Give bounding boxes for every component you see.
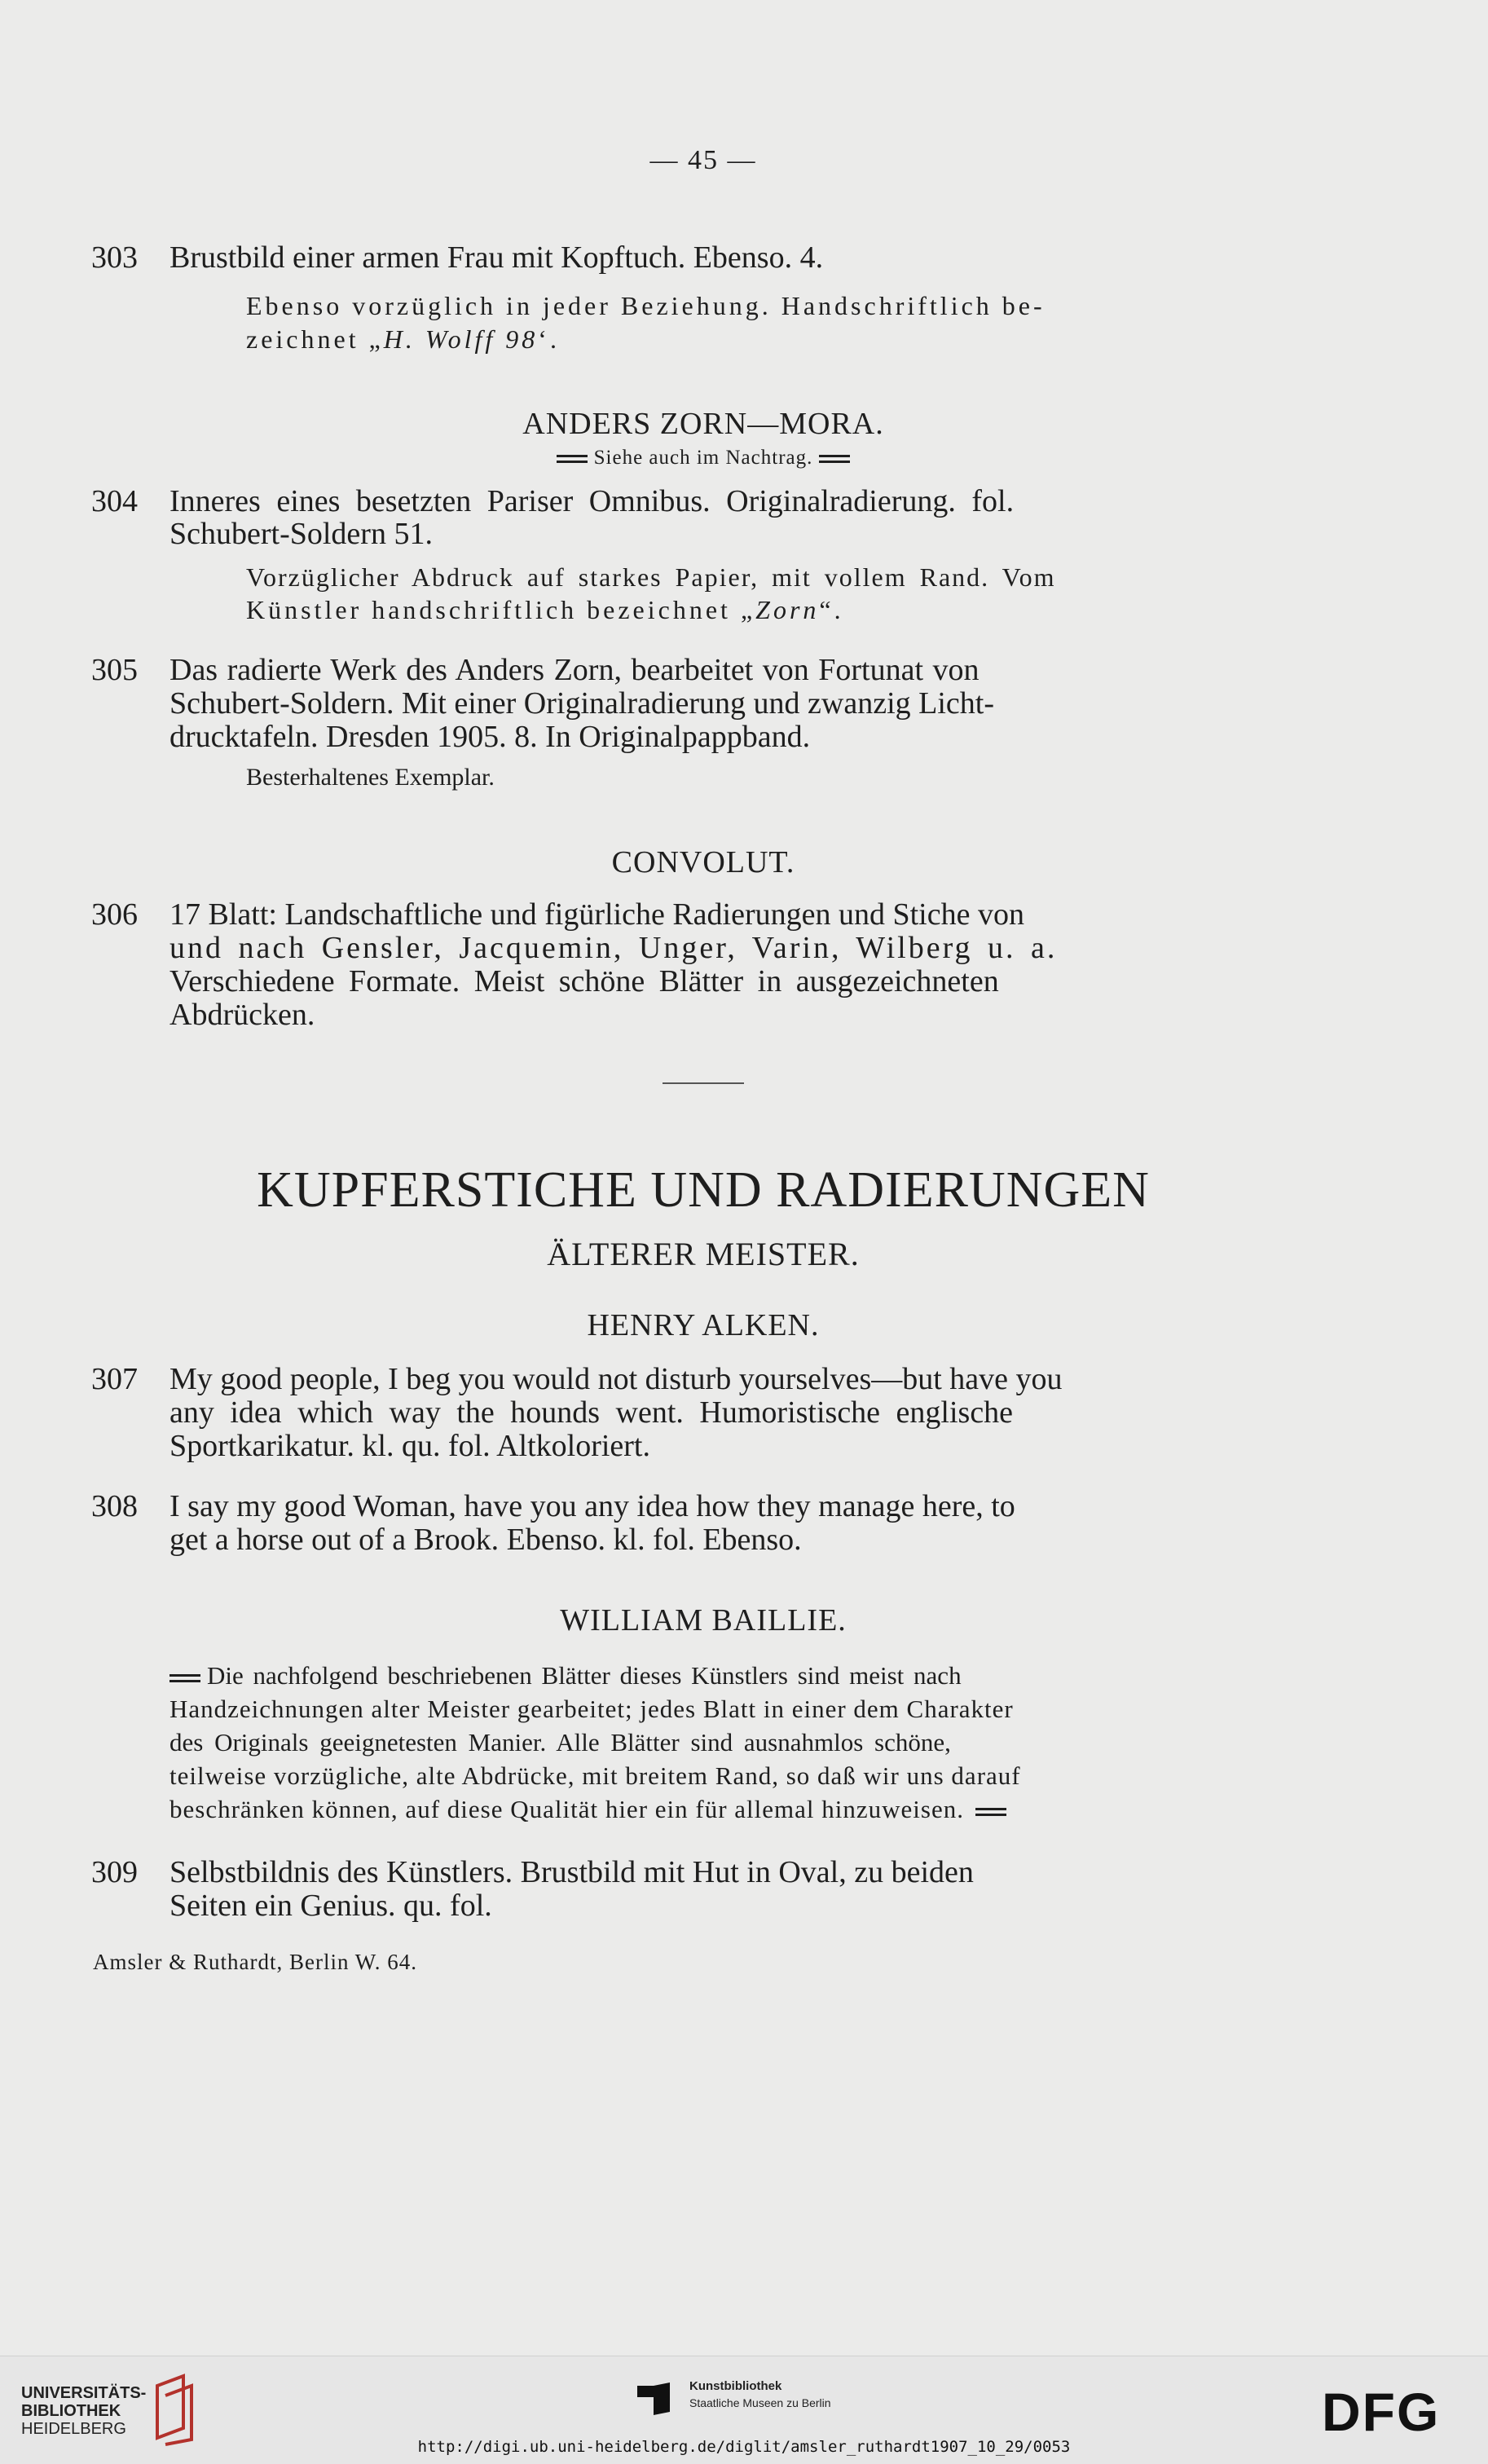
lot-304-signature: Zorn [755, 595, 820, 624]
lot-305-title-line3: drucktafeln. Dresden 1905. 8. In Originalpappband. [169, 720, 811, 754]
double-rule-icon [557, 453, 588, 465]
lot-number-305: 305 [91, 653, 138, 687]
lot-number-308: 308 [91, 1489, 138, 1523]
kunstbibliothek-logo-icon [634, 2379, 675, 2418]
heading-convolut: CONVOLUT. [611, 845, 795, 879]
page-number: — 45 — [649, 145, 757, 175]
viewer-footer [0, 2356, 1488, 2464]
lot-305-title-line2: Schubert-Soldern. Mit einer Originalradierung und zwanzig Licht- [169, 686, 994, 721]
lot-308-title-line1: I say my good Woman, have you any idea how they manage here, to [169, 1489, 1015, 1523]
lot-309-title-line1: Selbstbildnis des Künstlers. Brustbild mit Hut in Oval, zu beiden [169, 1855, 974, 1889]
section-divider [663, 1082, 744, 1084]
double-rule-icon [169, 1673, 200, 1684]
lot-303-signature: H. Wolff 98 [383, 324, 539, 354]
dfg-logo: DFG [1322, 2382, 1441, 2442]
lot-303-note-line2: zeichnet „H. Wolff 98‘. [246, 324, 560, 354]
lot-305-note: Besterhaltenes Exemplar. [246, 764, 495, 791]
lot-number-304: 304 [91, 484, 138, 518]
section-subtitle: ÄLTERER MEISTER. [547, 1236, 860, 1272]
lot-304-note-line1: Vorzüglicher Abdruck auf starkes Papier, mit vollem Rand. Vom [246, 562, 1056, 592]
lot-308-title-line2: get a horse out of a Brook. Ebenso. kl. fol. Ebenso. [169, 1523, 802, 1557]
section-title: KUPFERSTICHE UND RADIERUNGEN [257, 1162, 1150, 1218]
lot-306-title-line4: Abdrücken. [169, 998, 315, 1032]
lot-306-title-line1: 17 Blatt: Landschaftliche und figürliche Radierungen und Stiche von [169, 897, 1024, 932]
lot-307-title-line3: Sportkarikatur. kl. qu. fol. Altkoloriert. [169, 1429, 650, 1463]
lot-number-306: 306 [91, 897, 138, 932]
kunstbibliothek-label: Kunstbibliothek Staatliche Museen zu Berlin [689, 2379, 831, 2409]
heading-anders-zorn: ANDERS ZORN—MORA. [522, 407, 884, 441]
lot-304-title-line2: Schubert-Soldern 51. [169, 517, 433, 551]
lot-304-note-line2: Künstler handschriftlich bezeichnet „Zorn“. [246, 595, 844, 624]
baillie-note-line5: beschränken können, auf diese Qualität hier ein für allemal hinzuweisen. [169, 1795, 1013, 1824]
double-rule-icon [819, 453, 850, 465]
university-logo-icon [151, 2371, 203, 2446]
heading-william-baillie: WILLIAM BAILLIE. [560, 1603, 847, 1638]
lot-309-title-line2: Seiten ein Genius. qu. fol. [169, 1889, 492, 1923]
lot-305-title-line1: Das radierte Werk des Anders Zorn, bearbeitet von Fortunat von [169, 653, 980, 687]
baillie-note-line1: Die nachfolgend beschriebenen Blätter dieses Künstlers sind meist nach [169, 1661, 962, 1690]
lot-304-title-line1: Inneres eines besetzten Pariser Omnibus. Originalradierung. fol. [169, 484, 1015, 518]
baillie-note-line3: des Originals geeignetesten Manier. Alle Blätter sind ausnahmlos schöne, [169, 1728, 951, 1757]
lot-307-title-line2: any idea which way the hounds went. Humoristische englische [169, 1395, 1014, 1430]
lot-number-307: 307 [91, 1362, 138, 1396]
lot-307-title-line1: My good people, I beg you would not disturb yourselves—but have you [169, 1362, 1063, 1396]
permalink-url[interactable]: http://digi.ub.uni-heidelberg.de/diglit/amsler_ruthardt1907_10_29/0053 [417, 2438, 1071, 2456]
baillie-note-line4: teilweise vorzügliche, alte Abdrücke, mit breitem Rand, so daß wir uns darauf [169, 1761, 1021, 1790]
lot-number-309: 309 [91, 1855, 138, 1889]
university-library-label: UNIVERSITÄTS- BIBLIOTHEK HEIDELBERG [21, 2384, 147, 2438]
double-rule-icon [975, 1806, 1006, 1818]
printer-imprint: Amsler & Ruthardt, Berlin W. 64. [93, 1950, 417, 1974]
heading-henry-alken: HENRY ALKEN. [587, 1308, 820, 1342]
see-also-note: Siehe auch im Nachtrag. [0, 447, 1407, 469]
lot-306-title-line3: Verschiedene Formate. Meist schöne Blätter in ausgezeichneten [169, 964, 999, 998]
lot-306-title-line2: und nach Gensler, Jacquemin, Unger, Varin, Wilberg u. a. [169, 931, 1058, 965]
lot-303-note-line1: Ebenso vorzüglich in jeder Beziehung. Handschriftlich be- [246, 291, 1046, 320]
lot-number-303: 303 [91, 240, 138, 275]
baillie-note-line2: Handzeichnungen alter Meister gearbeitet; jedes Blatt in einer dem Charakter [169, 1695, 1014, 1723]
lot-303-title: Brustbild einer armen Frau mit Kopftuch. Ebenso. 4. [169, 240, 824, 275]
